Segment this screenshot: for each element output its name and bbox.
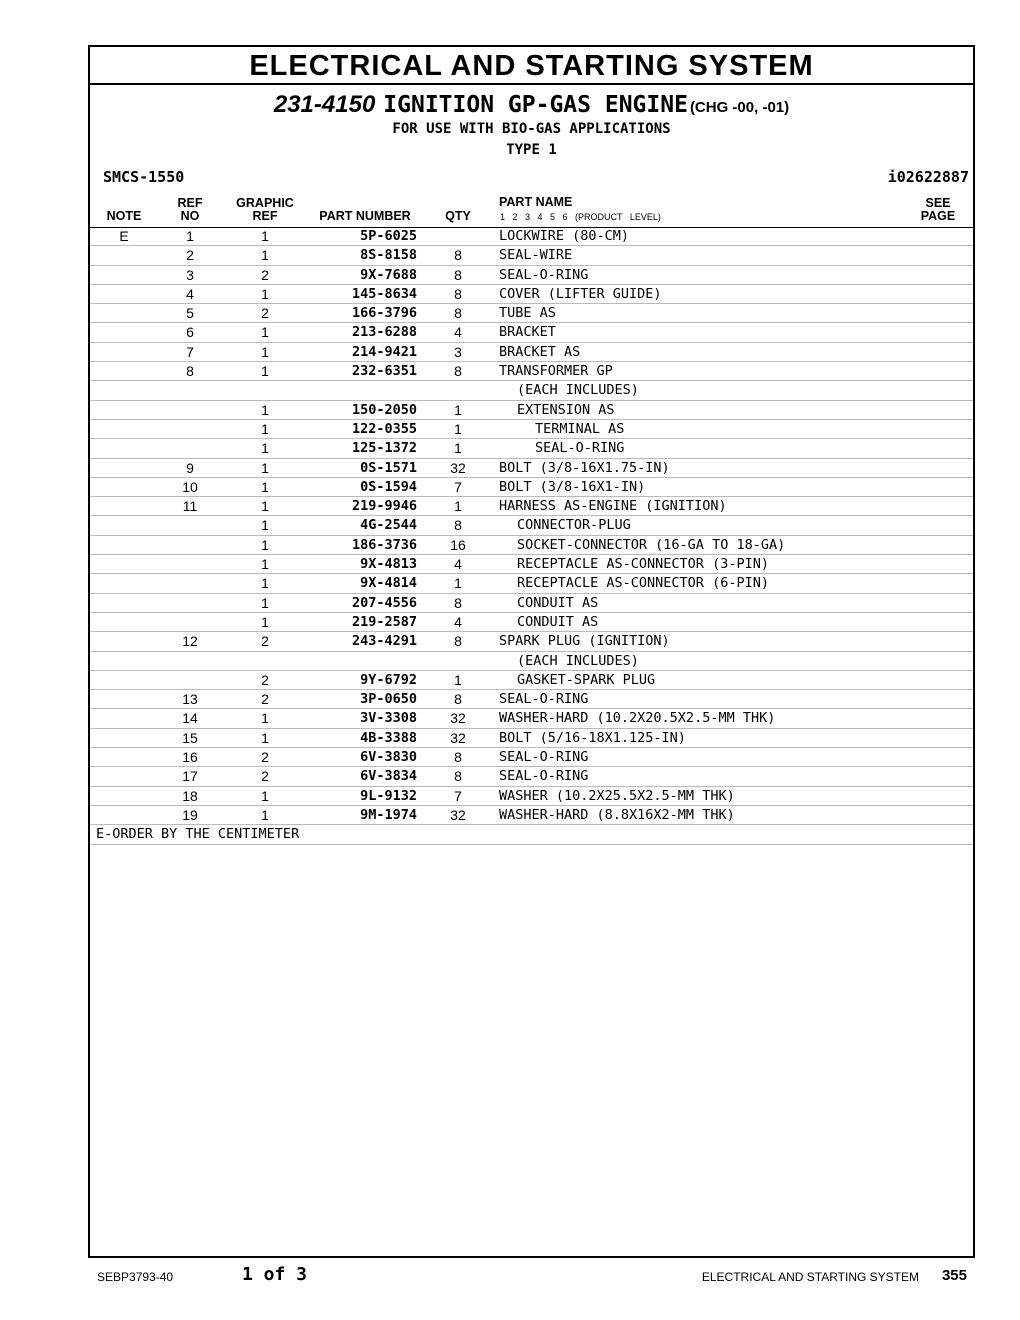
table-row: [90, 690, 973, 709]
row-qty: 32: [450, 710, 466, 727]
row-graphic-ref: 2: [261, 266, 269, 283]
header-graphic-bottom: REF: [252, 209, 278, 223]
row-qty: 8: [454, 768, 462, 785]
row-ref-no: 18: [182, 787, 198, 804]
table-row: [90, 459, 973, 478]
row-qty: 8: [454, 633, 462, 650]
row-part-name: HARNESS AS-ENGINE (IGNITION): [499, 498, 727, 515]
row-part-number: 0S-1571: [360, 459, 417, 476]
row-graphic-ref: 1: [261, 729, 269, 746]
row-part-number: 219-9946: [351, 498, 417, 515]
row-graphic-ref: 1: [261, 440, 269, 457]
row-part-number: 214-9421: [351, 343, 417, 360]
table-row: [90, 787, 973, 806]
group-title: [90, 91, 973, 119]
row-part-number: 5P-6025: [360, 228, 417, 244]
header-see-top: SEE: [925, 196, 951, 210]
row-part-number: 219-2587: [351, 613, 417, 630]
group-name: IGNITION GP-GAS ENGINE: [383, 92, 688, 118]
row-qty: 8: [454, 749, 462, 766]
table-row: [90, 516, 973, 535]
row-part-name: BOLT (5/16-18X1.125-IN): [499, 729, 686, 746]
row-part-number: 8S-8158: [360, 247, 417, 264]
footer-doc-id: SEBP3793-40: [97, 1270, 174, 1284]
row-part-number: 186-3736: [351, 536, 417, 553]
row-qty: 7: [454, 478, 462, 495]
row-part-name: CONNECTOR-PLUG: [517, 517, 631, 534]
parts-page-frame: [88, 45, 975, 1258]
row-graphic-ref: 1: [261, 285, 269, 302]
header-ref-top: REF: [177, 196, 203, 210]
table-row: [90, 497, 973, 516]
row-graphic-ref: 2: [261, 691, 269, 708]
row-part-number: 207-4556: [351, 594, 417, 611]
row-part-name: RECEPTACLE AS-CONNECTOR (6-PIN): [517, 575, 769, 592]
row-part-name: TERMINAL AS: [535, 420, 625, 437]
row-graphic-ref: 1: [261, 401, 269, 418]
row-part-number: 6V-3830: [360, 749, 417, 766]
header-part-number: PART NUMBER: [319, 209, 411, 223]
row-graphic-ref: 1: [261, 420, 269, 437]
table-row: [90, 420, 973, 439]
row-qty: 8: [454, 266, 462, 283]
row-ref-no: 13: [182, 691, 198, 708]
table-row: [90, 555, 973, 574]
row-part-name: SEAL-O-RING: [499, 266, 589, 283]
row-graphic-ref: 1: [261, 324, 269, 341]
row-part-number: 0S-1594: [360, 478, 417, 495]
row-qty: 4: [454, 613, 462, 630]
row-part-name: (EACH INCLUDES): [517, 652, 639, 669]
table-row: [90, 729, 973, 748]
row-graphic-ref: 1: [261, 787, 269, 804]
row-graphic-ref: 1: [261, 517, 269, 534]
row-part-number: 9X-4813: [360, 556, 417, 573]
row-ref-no: 6: [186, 324, 194, 341]
table-row: [90, 652, 973, 671]
row-part-name: SEAL-O-RING: [499, 768, 589, 785]
table-row: [90, 285, 973, 304]
group-type-line: TYPE 1: [506, 142, 557, 158]
row-part-name: BOLT (3/8-16X1-IN): [499, 478, 646, 495]
parts-table-body: [90, 227, 973, 845]
row-graphic-ref: 1: [261, 247, 269, 264]
header-graphic-top: GRAPHIC: [236, 196, 294, 210]
table-row: [90, 343, 973, 362]
row-qty: 3: [454, 343, 462, 360]
table-row: [90, 227, 973, 246]
row-qty: 8: [454, 691, 462, 708]
row-part-name: BOLT (3/8-16X1.75-IN): [499, 459, 670, 476]
row-graphic-ref: 2: [261, 671, 269, 688]
row-graphic-ref: 1: [261, 478, 269, 495]
row-graphic-ref: 1: [261, 536, 269, 553]
table-row: [90, 478, 973, 497]
row-qty: 32: [450, 729, 466, 746]
row-part-name: SEAL-O-RING: [535, 440, 625, 457]
row-qty: 7: [454, 787, 462, 804]
row-part-name: RECEPTACLE AS-CONNECTOR (3-PIN): [517, 556, 769, 573]
footnote-text: E-ORDER BY THE CENTIMETER: [96, 826, 300, 843]
table-row: [90, 671, 973, 690]
row-part-number: 3V-3308: [360, 710, 417, 727]
header-see-bottom: PAGE: [920, 209, 956, 223]
group-application-line: FOR USE WITH BIO-GAS APPLICATIONS: [392, 121, 671, 137]
row-part-number: 9M-1974: [360, 806, 417, 823]
row-qty: 32: [450, 806, 466, 823]
row-ref-no: 12: [182, 633, 198, 650]
table-row: [90, 246, 973, 265]
row-part-name: CONDUIT AS: [517, 613, 599, 630]
row-part-number: 125-1372: [351, 440, 417, 457]
row-qty: 1: [454, 440, 462, 457]
row-qty: 1: [454, 498, 462, 515]
row-qty: 16: [450, 536, 466, 553]
row-graphic-ref: 1: [261, 556, 269, 573]
table-row: [90, 709, 973, 728]
table-row: [90, 767, 973, 786]
row-part-name: SEAL-O-RING: [499, 749, 589, 766]
row-ref-no: 1: [186, 228, 194, 244]
row-qty: 4: [454, 324, 462, 341]
row-part-name: SPARK PLUG (IGNITION): [499, 633, 670, 650]
row-graphic-ref: 1: [261, 228, 269, 244]
row-ref-no: 15: [182, 729, 198, 746]
row-qty: 8: [454, 363, 462, 380]
row-part-name: WASHER (10.2X25.5X2.5-MM THK): [499, 787, 735, 804]
footer-section: ELECTRICAL AND STARTING SYSTEM: [701, 1270, 919, 1284]
footnote-row: [90, 825, 973, 844]
row-part-number: 166-3796: [351, 305, 417, 322]
table-row: [90, 304, 973, 323]
row-part-number: 243-4291: [351, 633, 417, 650]
header-product-levels: 1 2 3 4 5 6 (PRODUCT LEVEL): [500, 212, 661, 222]
row-qty: 32: [450, 459, 466, 476]
row-part-name: GASKET-SPARK PLUG: [517, 671, 656, 688]
row-qty: 8: [454, 305, 462, 322]
row-part-number: 150-2050: [351, 401, 417, 418]
table-row: [90, 266, 973, 285]
row-qty: 8: [454, 517, 462, 534]
table-row: [90, 362, 973, 381]
table-row: [90, 381, 973, 400]
row-part-name: WASHER-HARD (10.2X20.5X2.5-MM THK): [499, 710, 776, 727]
row-ref-no: 2: [186, 247, 194, 264]
row-part-name: BRACKET: [499, 324, 556, 341]
row-part-name: TUBE AS: [499, 305, 556, 322]
footer-page-number: 355: [941, 1267, 967, 1284]
row-qty: 1: [454, 401, 462, 418]
row-part-number: 145-8634: [351, 285, 417, 302]
row-graphic-ref: 1: [261, 806, 269, 823]
row-ref-no: 7: [186, 343, 194, 360]
header-part-name: PART NAME: [499, 195, 573, 209]
table-row: [90, 439, 973, 458]
illustration-id: i02622887: [887, 168, 969, 186]
row-part-number: 9L-9132: [360, 787, 417, 804]
row-ref-no: 16: [182, 749, 198, 766]
table-row: [90, 613, 973, 632]
row-note: E: [119, 228, 129, 244]
row-part-number: 3P-0650: [360, 691, 417, 708]
row-ref-no: 5: [186, 305, 194, 322]
row-ref-no: 17: [182, 768, 198, 785]
row-part-number: 4B-3388: [360, 729, 417, 746]
row-part-number: 9Y-6792: [360, 671, 417, 688]
row-qty: 1: [454, 420, 462, 437]
row-part-name: (EACH INCLUDES): [517, 382, 639, 399]
row-graphic-ref: 1: [261, 575, 269, 592]
row-qty: 4: [454, 556, 462, 573]
table-row: [90, 401, 973, 420]
row-part-name: BRACKET AS: [499, 343, 581, 360]
group-part-number: 231-4150: [273, 91, 376, 118]
row-part-name: SEAL-O-RING: [499, 691, 589, 708]
header-qty: QTY: [445, 209, 471, 223]
row-graphic-ref: 1: [261, 363, 269, 380]
row-qty: 1: [454, 671, 462, 688]
row-part-number: 4G-2544: [360, 517, 417, 534]
group-change-level: (CHG -00, -01): [689, 99, 790, 116]
row-graphic-ref: 1: [261, 498, 269, 515]
row-graphic-ref: 2: [261, 305, 269, 322]
row-part-number: 232-6351: [351, 363, 417, 380]
row-part-name: LOCKWIRE (80-CM): [499, 228, 630, 244]
table-row: [90, 323, 973, 342]
row-ref-no: 8: [186, 363, 194, 380]
row-ref-no: 19: [182, 806, 198, 823]
footer-page-of: 1 of 3: [242, 1264, 308, 1285]
row-graphic-ref: 1: [261, 594, 269, 611]
row-part-name: CONDUIT AS: [517, 594, 599, 611]
row-ref-no: 10: [182, 478, 198, 495]
row-qty: 1: [454, 575, 462, 592]
row-part-name: COVER (LIFTER GUIDE): [499, 285, 662, 302]
row-graphic-ref: 2: [261, 633, 269, 650]
row-ref-no: 4: [186, 285, 194, 302]
row-part-number: 213-6288: [351, 324, 417, 341]
row-graphic-ref: 1: [261, 613, 269, 630]
row-part-number: 9X-7688: [360, 266, 417, 283]
header-ref-bottom: NO: [180, 209, 200, 223]
row-ref-no: 9: [186, 459, 194, 476]
row-part-name: TRANSFORMER GP: [499, 363, 613, 380]
row-qty: 8: [454, 247, 462, 264]
row-part-number: 9X-4814: [360, 575, 417, 592]
row-graphic-ref: 2: [261, 768, 269, 785]
row-part-name: SOCKET-CONNECTOR (16-GA TO 18-GA): [517, 536, 786, 553]
row-part-name: EXTENSION AS: [517, 401, 615, 418]
header-note: NOTE: [106, 209, 142, 223]
row-qty: 8: [454, 594, 462, 611]
row-ref-no: 3: [186, 266, 194, 283]
table-row: [90, 594, 973, 613]
row-graphic-ref: 1: [261, 459, 269, 476]
smcs-code: SMCS-1550: [103, 168, 185, 186]
row-part-name: SEAL-WIRE: [499, 247, 573, 264]
row-part-number: 6V-3834: [360, 768, 417, 785]
table-row: [90, 632, 973, 651]
table-row: [90, 748, 973, 767]
row-qty: 8: [454, 285, 462, 302]
section-title: ELECTRICAL AND STARTING SYSTEM: [90, 49, 973, 85]
row-graphic-ref: 1: [261, 343, 269, 360]
table-row: [90, 536, 973, 555]
row-ref-no: 14: [182, 710, 198, 727]
row-part-name: WASHER-HARD (8.8X16X2-MM THK): [499, 806, 735, 823]
row-graphic-ref: 1: [261, 710, 269, 727]
row-graphic-ref: 2: [261, 749, 269, 766]
table-row: [90, 574, 973, 593]
row-part-number: 122-0355: [351, 420, 417, 437]
row-ref-no: 11: [182, 498, 198, 515]
table-row: [90, 806, 973, 825]
